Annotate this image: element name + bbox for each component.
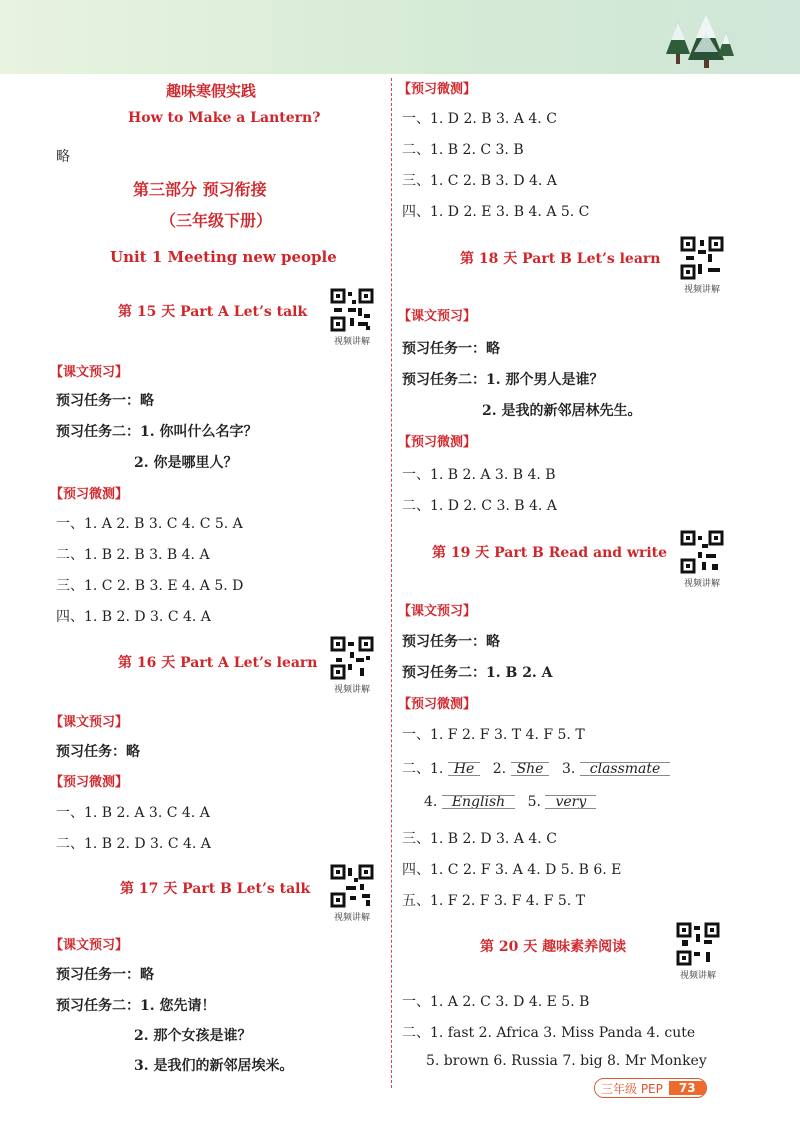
qr-code-icon[interactable]	[680, 530, 724, 574]
handwritten-word: English	[442, 794, 515, 810]
qr-code-icon[interactable]	[676, 922, 720, 966]
practice-subtitle: How to Make a Lantern?	[128, 110, 321, 126]
task-line: 2. 是我的新邻居林先生。	[482, 403, 642, 419]
part-title: 第三部分 预习衔接	[133, 180, 267, 199]
qr-code-icon[interactable]	[330, 864, 374, 908]
answer-line: 二、1. B 2. D 3. C 4. A	[56, 836, 211, 852]
answer-line: 三、1. C 2. B 3. D 4. A	[402, 173, 557, 189]
day15-title: 第 15 天 Part A Let’s talk	[118, 304, 308, 320]
page-footer	[594, 1078, 707, 1098]
header-band	[0, 0, 800, 74]
day20-title: 第 20 天 趣味素养阅读	[480, 939, 627, 955]
answer-line: 一、1. A 2. B 3. C 4. C 5. A	[56, 516, 243, 532]
answer-line: 一、1. F 2. F 3. T 4. F 5. T	[402, 727, 585, 743]
answer-line: 四、1. B 2. D 3. C 4. A	[56, 609, 211, 625]
answer-line: 二、1. fast 2. Africa 3. Miss Panda 4. cute	[402, 1025, 696, 1041]
part-subtitle: （三年级下册）	[160, 211, 273, 230]
answer-line: 一、1. B 2. A 3. B 4. B	[402, 467, 556, 483]
column-divider	[391, 78, 392, 1088]
task-line: 3. 是我们的新邻居埃米。	[134, 1058, 294, 1074]
answer-line: 一、1. B 2. A 3. C 4. A	[56, 805, 210, 821]
answer-line: 一、1. D 2. B 3. A 4. C	[402, 111, 557, 127]
qr-caption: 视频讲解	[683, 579, 720, 589]
section-tag: 【课文预习】	[50, 938, 129, 953]
answer-prefix: 二、1.	[402, 761, 444, 777]
answer-line: 二、1. B 2. B 3. B 4. A	[56, 547, 210, 563]
handwritten-word: He	[448, 761, 481, 777]
handwritten-word: She	[511, 761, 550, 777]
day17-title: 第 17 天 Part B Let’s talk	[120, 881, 311, 897]
section-tag: 【课文预习】	[50, 365, 129, 380]
qr-caption: 视频讲解	[679, 971, 716, 981]
section-tag: 【预习微测】	[398, 697, 477, 712]
qr-caption: 视频讲解	[683, 285, 720, 295]
task-line: 预习任务一：略	[402, 341, 500, 357]
snowy-trees-icon	[658, 12, 738, 68]
task-line: 预习任务二：1. B 2. A	[402, 665, 553, 681]
section-tag: 【课文预习】	[398, 309, 477, 324]
qr-caption: 视频讲解	[333, 337, 370, 347]
answer-prefix: 2.	[492, 761, 507, 777]
answer-prefix: 3.	[561, 761, 576, 777]
answer-line: 三、1. C 2. B 3. E 4. A 5. D	[56, 578, 244, 594]
handwritten-answer-line	[424, 794, 596, 810]
section-tag: 【预习微测】	[50, 775, 129, 790]
day16-title: 第 16 天 Part A Let’s learn	[118, 655, 318, 671]
answer-line: 五、1. F 2. F 3. F 4. F 5. T	[402, 893, 586, 909]
task-line: 2. 你是哪里人？	[134, 455, 238, 471]
task-line: 预习任务一：略	[56, 967, 154, 983]
qr-code-icon[interactable]	[680, 236, 724, 280]
section-tag: 【课文预习】	[50, 715, 129, 730]
page-number: 73	[669, 1081, 706, 1095]
answer-line: 5. brown 6. Russia 7. big 8. Mr Monkey	[426, 1053, 707, 1069]
answer-line: 四、1. C 2. F 3. A 4. D 5. B 6. E	[402, 862, 622, 878]
task-line: 预习任务一：略	[56, 393, 154, 409]
handwritten-word: classmate	[580, 761, 671, 777]
day19-title: 第 19 天 Part B Read and write	[432, 545, 668, 561]
answer-prefix: 5.	[527, 794, 541, 810]
qr-code-icon[interactable]	[330, 636, 374, 680]
section-tag: 【预习微测】	[398, 435, 477, 450]
task-line: 预习任务二：1. 那个男人是谁？	[402, 372, 604, 388]
qr-caption: 视频讲解	[333, 685, 370, 695]
task-line: 2. 那个女孩是谁？	[134, 1028, 252, 1044]
practice-title: 趣味寒假实践	[166, 82, 257, 100]
qr-caption: 视频讲解	[333, 913, 370, 923]
handwritten-word: very	[545, 794, 596, 810]
section-tag: 【预习微测】	[398, 82, 477, 97]
day18-title: 第 18 天 Part B Let’s learn	[460, 251, 661, 267]
answer-line: 三、1. B 2. D 3. A 4. C	[402, 831, 557, 847]
unit-title: Unit 1 Meeting new people	[110, 248, 337, 266]
task-line: 预习任务二：1. 您先请！	[56, 998, 216, 1014]
omitted-text: 略	[56, 149, 70, 165]
section-tag: 【课文预习】	[398, 604, 477, 619]
task-line: 预习任务一：略	[402, 634, 500, 650]
handwritten-answer-line	[402, 758, 670, 778]
task-line: 预习任务二：1. 你叫什么名字？	[56, 424, 258, 440]
answer-line: 四、1. D 2. E 3. B 4. A 5. C	[402, 204, 590, 220]
grade-label: 三年级 PEP	[595, 1080, 669, 1097]
qr-code-icon[interactable]	[330, 288, 374, 332]
answer-line: 一、1. A 2. C 3. D 4. E 5. B	[402, 994, 590, 1010]
section-tag: 【预习微测】	[50, 487, 129, 502]
answer-line: 二、1. D 2. C 3. B 4. A	[402, 498, 557, 514]
task-line: 预习任务：略	[56, 744, 140, 760]
answer-prefix: 4.	[424, 794, 438, 810]
answer-line: 二、1. B 2. C 3. B	[402, 142, 524, 158]
